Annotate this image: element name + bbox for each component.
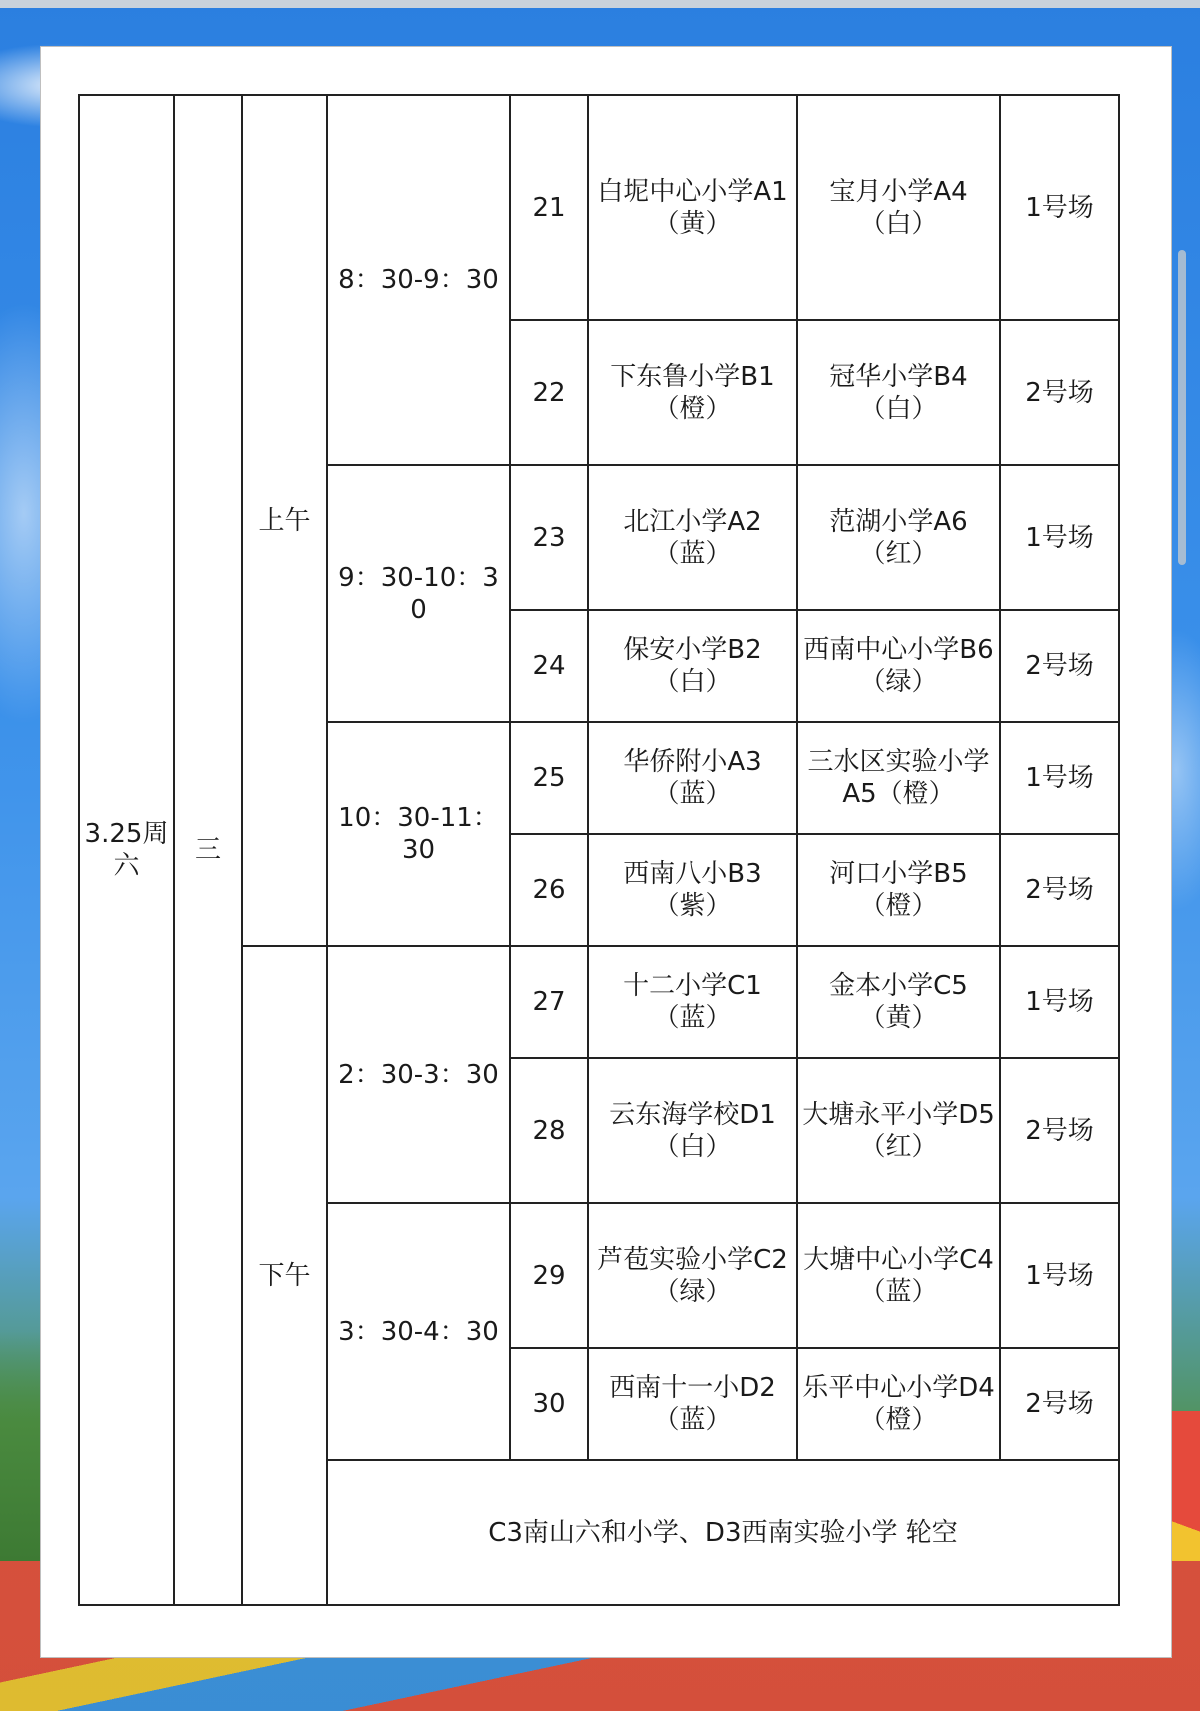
home-team: 白坭中心小学A1（黄） [588, 95, 797, 320]
away-team: 冠华小学B4（白） [797, 320, 1000, 465]
field: 1号场 [1000, 1203, 1119, 1348]
away-team: 河口小学B5（橙） [797, 834, 1000, 946]
away-team: 大塘中心小学C4（蓝） [797, 1203, 1000, 1348]
period-afternoon: 下午 [242, 946, 327, 1605]
period-morning: 上午 [242, 95, 327, 946]
match-number: 21 [510, 95, 588, 320]
match-number: 26 [510, 834, 588, 946]
time-slot: 9：30-10：30 [327, 465, 510, 722]
match-number: 25 [510, 722, 588, 834]
field: 2号场 [1000, 834, 1119, 946]
home-team: 云东海学校D1（白） [588, 1058, 797, 1203]
round-cell: 三 [174, 95, 242, 1605]
match-number: 30 [510, 1348, 588, 1460]
scrollbar-thumb[interactable] [1178, 250, 1186, 565]
home-team: 芦苞实验小学C2（绿） [588, 1203, 797, 1348]
field: 1号场 [1000, 95, 1119, 320]
time-slot: 8：30-9：30 [327, 95, 510, 465]
home-team: 华侨附小A3（蓝） [588, 722, 797, 834]
home-team: 西南八小B3（紫） [588, 834, 797, 946]
field: 1号场 [1000, 465, 1119, 610]
match-number: 22 [510, 320, 588, 465]
match-number: 24 [510, 610, 588, 722]
schedule-table [78, 94, 1120, 1606]
field: 1号场 [1000, 946, 1119, 1058]
time-slot: 2：30-3：30 [327, 946, 510, 1203]
away-team: 三水区实验小学A5（橙） [797, 722, 1000, 834]
away-team: 金本小学C5（黄） [797, 946, 1000, 1058]
field: 1号场 [1000, 722, 1119, 834]
home-team: 下东鲁小学B1（橙） [588, 320, 797, 465]
field: 2号场 [1000, 1348, 1119, 1460]
field: 2号场 [1000, 320, 1119, 465]
away-team: 乐平中心小学D4（橙） [797, 1348, 1000, 1460]
bye-note: C3南山六和小学、D3西南实验小学 轮空 [327, 1460, 1119, 1605]
date-cell: 3.25周六 [79, 95, 174, 1605]
home-team: 西南十一小D2（蓝） [588, 1348, 797, 1460]
home-team: 保安小学B2（白） [588, 610, 797, 722]
match-number: 28 [510, 1058, 588, 1203]
away-team: 宝月小学A4（白） [797, 95, 1000, 320]
top-edge [0, 0, 1200, 8]
match-number: 29 [510, 1203, 588, 1348]
away-team: 大塘永平小学D5（红） [797, 1058, 1000, 1203]
field: 2号场 [1000, 610, 1119, 722]
match-number: 27 [510, 946, 588, 1058]
match-number: 23 [510, 465, 588, 610]
home-team: 十二小学C1（蓝） [588, 946, 797, 1058]
time-slot: 10：30-11：30 [327, 722, 510, 946]
away-team: 西南中心小学B6（绿） [797, 610, 1000, 722]
home-team: 北江小学A2（蓝） [588, 465, 797, 610]
field: 2号场 [1000, 1058, 1119, 1203]
away-team: 范湖小学A6（红） [797, 465, 1000, 610]
time-slot: 3：30-4：30 [327, 1203, 510, 1460]
